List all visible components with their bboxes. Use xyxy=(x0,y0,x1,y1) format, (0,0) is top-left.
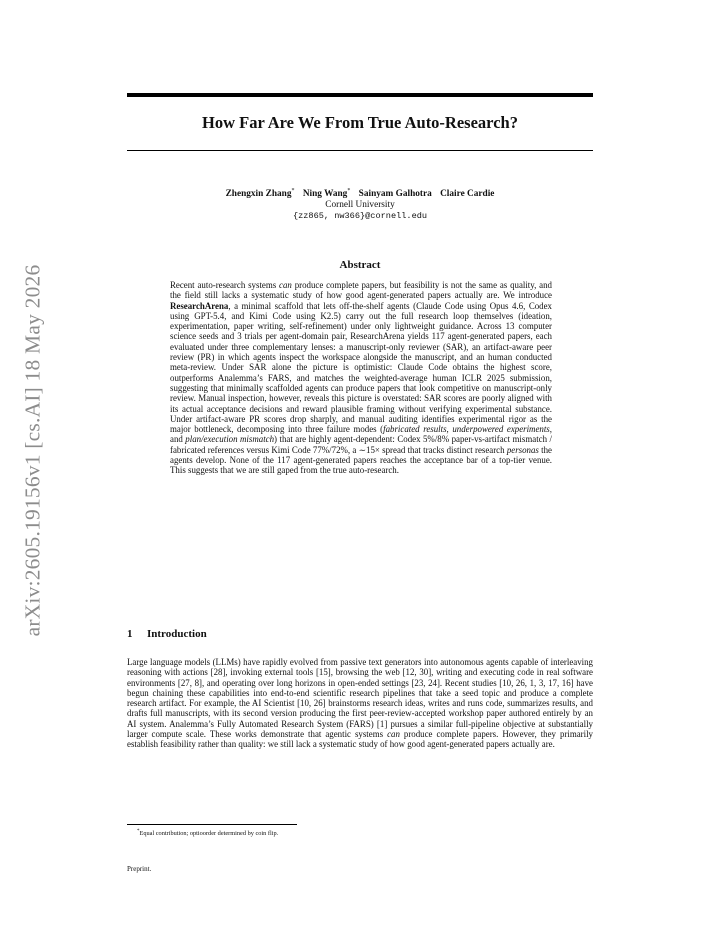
author: Zhengxin Zhang* xyxy=(225,188,295,200)
author: Claire Cardie xyxy=(440,189,495,200)
footnote-rule xyxy=(127,824,297,825)
paper-title: How Far Are We From True Auto-Research? xyxy=(202,113,518,132)
abstract-text: Recent auto-research systems can produce complete papers, but feasibility is not the same as quality, and the field still lacks a systematic study of how good agent-generated papers actually are. We introduce ResearchArena, a minimal scaffold that lets off-the-shelf agents (Claude Code using Opus 4.6, Codex using GPT-5.4, and Kimi Code using K2.5) carry out the full research loop themselves (ideation, experimentation, paper writing, self-refinement) under only lightweight guidance. Across 13 computer science seeds and 3 trials per agent-domain pair, ResearchArena yields 117 agent-generated papers, each evaluated under three complementary lenses: a manuscript-only reviewer (SAR), an artifact-aware peer review (PR) in which agents inspect the workspace alongside the manuscript, and an human conducted meta-review. Under SAR alone the picture is optimistic: Claude Code obtains the highest score, outperforms Analemma’s FARS, and matches the weighted-average human ICLR 2025 submission, suggesting that minimally scaffolded agents can produce papers that look competitive on manuscript-only review. Manual inspection, however, reveals this picture is overstated: SAR scores are poorly aligned with its actual acceptance decisions and reward plausible framing without verifying experimental substance. Under artifact-aware PR scores drop sharply, and manual auditing identifies experimental rigor as the major bottleneck, decomposing into three failure modes (fabricated results, underpowered experiments, and plan/execution mismatch) that are highly agent-dependent: Codex 5%/8% paper-vs-artifact mismatch / fabricated references versus Kimi Code 77%/72%, a ∼15× spread that tracks distinct research personas the agents develop. None of the 117 agent-generated papers reaches the acceptance bar of a top-tier venue. This suggests that we are still gaped from the true auto-research. xyxy=(170,280,552,476)
introduction-text: Large language models (LLMs) have rapidly evolved from passive text generators into autonomous agents capable of interleaving reasoning with actions [28], invoking external tools [15], browsing the web [12, 30], writing and executing code in real software environments [27, 8], and operating over long horizons in open-ended settings [23, 24]. Recent studies [10, 26, 1, 3, 17, 16] have begun chaining these capabilities into end-to-end scientific research pipelines that take a seed topic and produce a complete research artifact. For example, the AI Scientist [10, 26] brainstorms research ideas, writes and runs code, summarizes results, and drafts full manuscripts, with its second version producing the first peer-review-accepted workshop paper authored entirely by an AI system. Analemma’s Fully Automated Research System (FARS) [1] pursues a similar full-pipeline objective at substantially larger compute scale. These works demonstrate that agentic systems can produce complete papers. However, they primarily establish feasibility rather than quality: we still lack a systematic study of how good agent-generated papers actually are. xyxy=(127,657,593,750)
footnote: *Equal contribution; optioorder determined by coin flip. xyxy=(137,829,279,838)
section-number: 1 xyxy=(127,628,133,640)
preprint-label: Preprint. xyxy=(127,865,152,873)
arxiv-stamp-text: arXiv:2605.19156v1 [cs.AI] 18 May 2026 xyxy=(20,264,45,636)
title-rule-top xyxy=(127,93,593,97)
arxiv-stamp xyxy=(20,255,46,645)
author: Ning Wang* xyxy=(302,188,351,200)
author-block xyxy=(127,186,593,222)
author-email: {zz865, nw366}@cornell.edu xyxy=(292,211,428,222)
author: Sainyam Galhotra xyxy=(358,189,432,200)
affiliation: Cornell University xyxy=(325,200,395,211)
author-list xyxy=(127,186,593,200)
section-heading-introduction xyxy=(127,628,593,640)
abstract-heading: Abstract xyxy=(339,259,381,271)
section-title: Introduction xyxy=(147,628,207,640)
title-rule-bottom xyxy=(127,150,593,151)
